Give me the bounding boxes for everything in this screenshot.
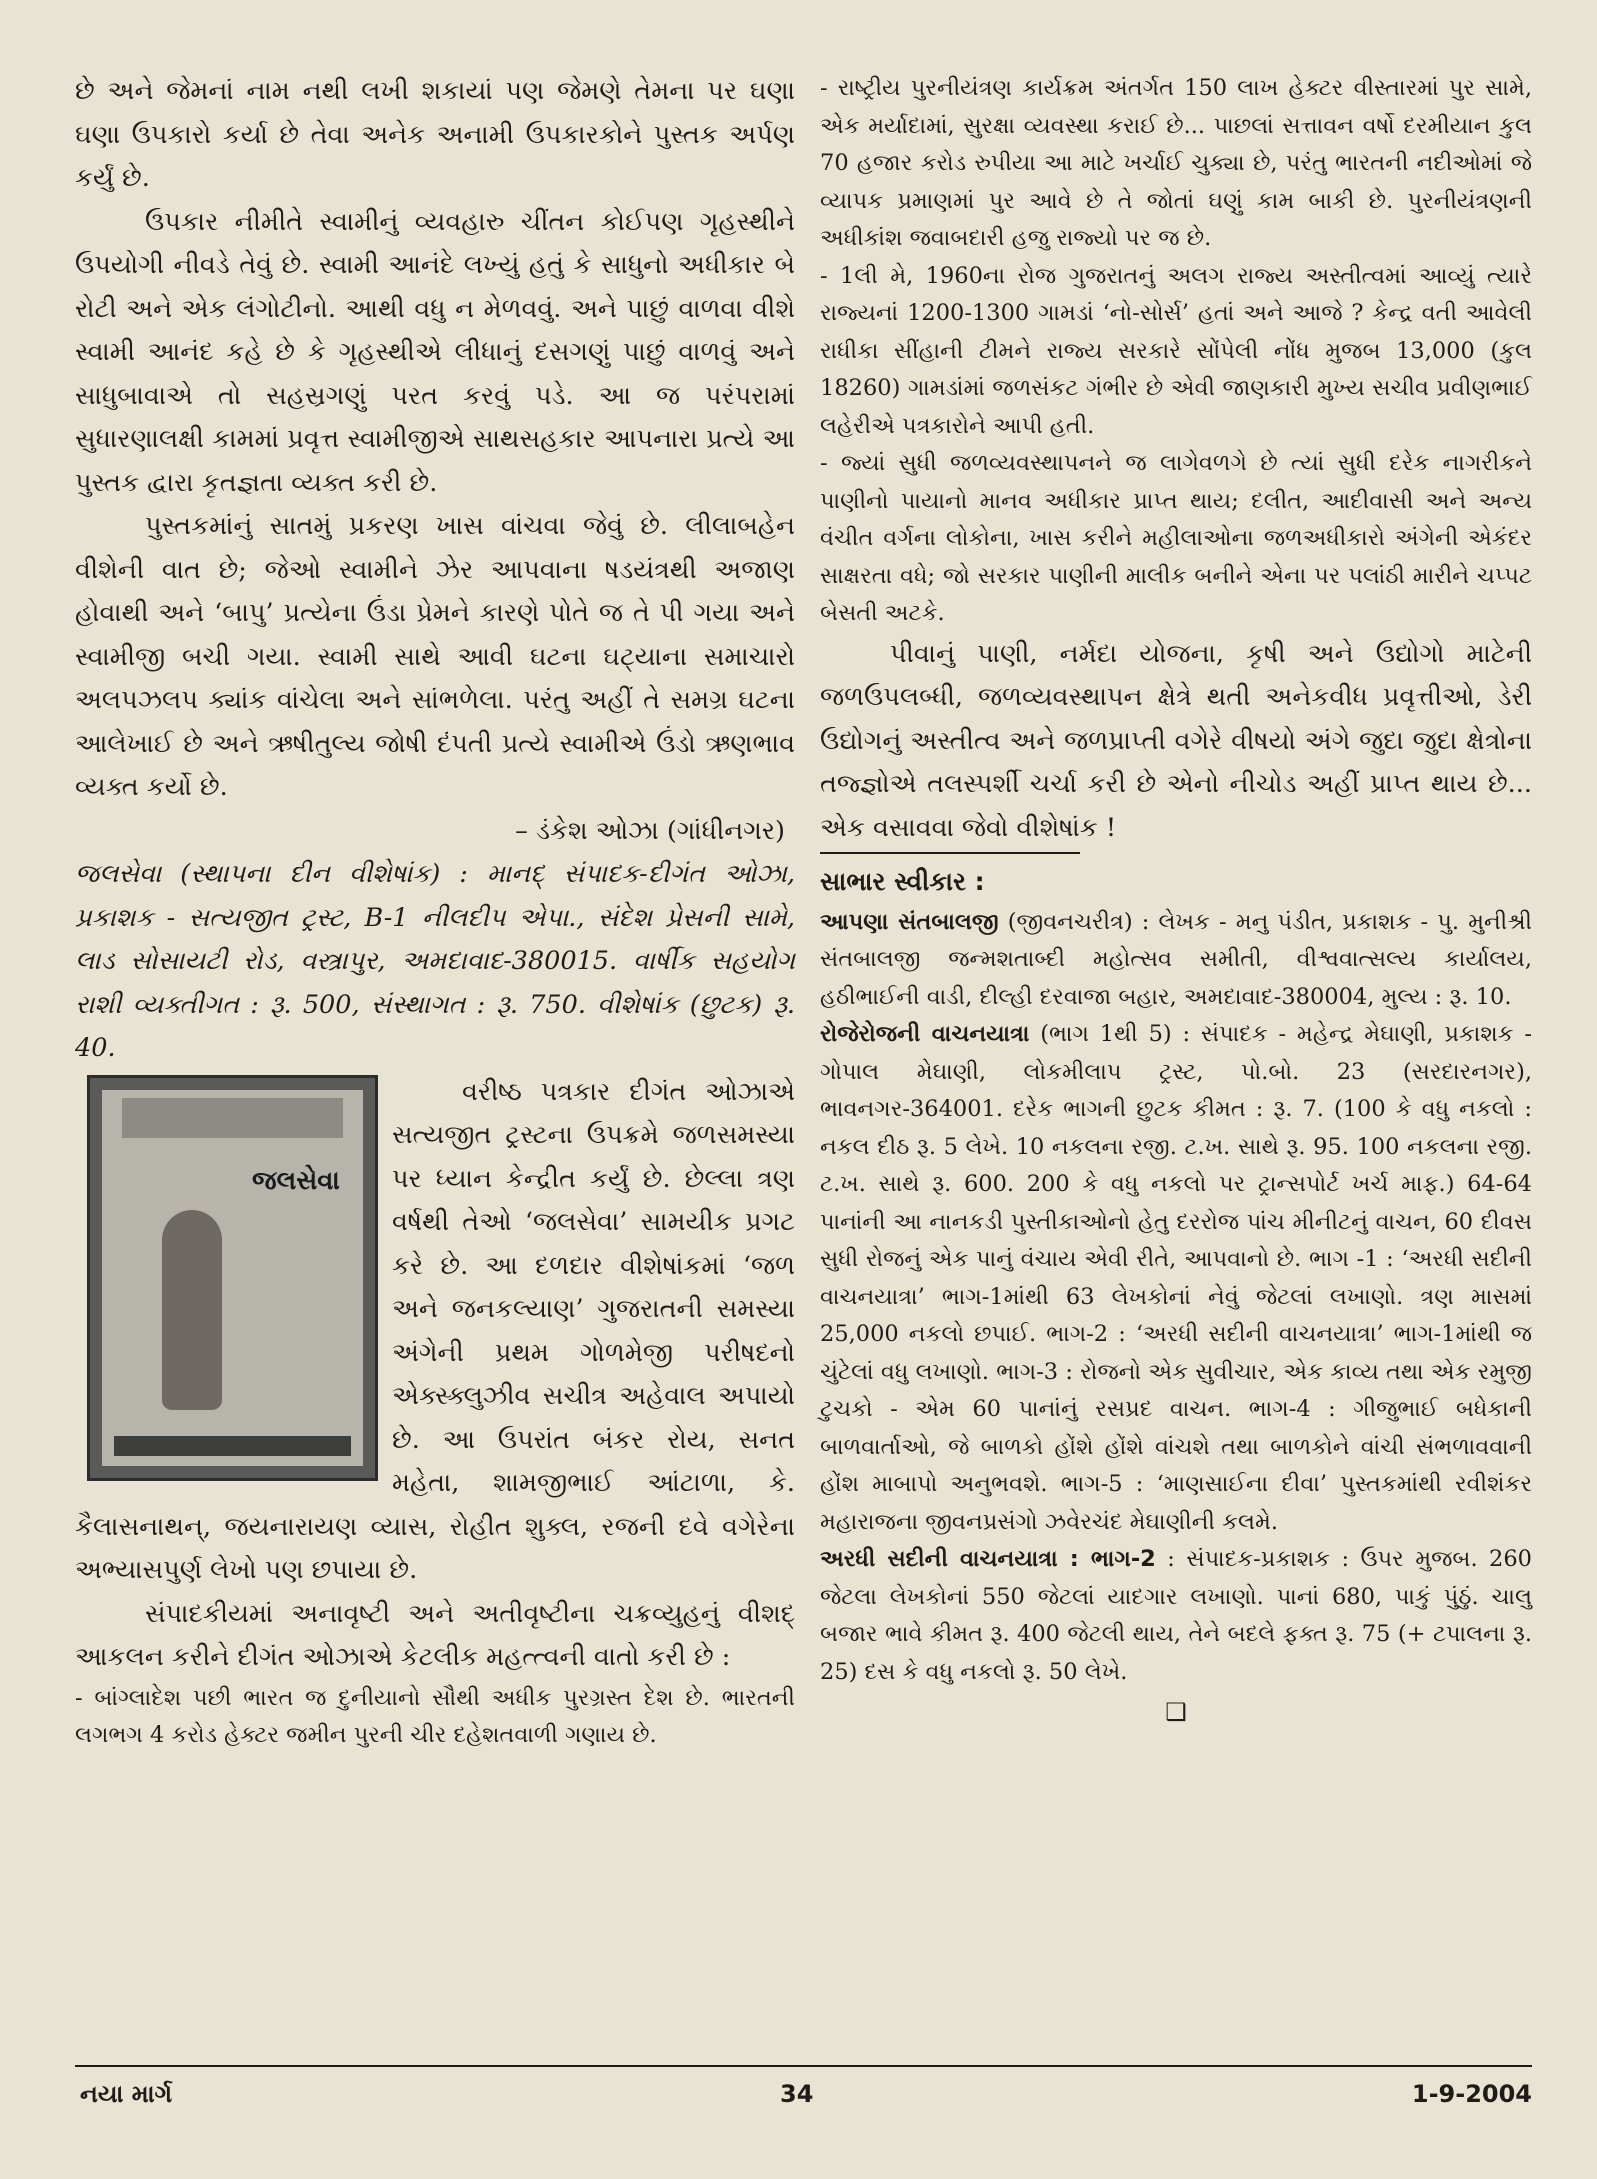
right-column bbox=[820, 70, 1532, 1727]
bullet-point: - બાંગ્લાદેશ પછી ભારત જ દુનીયાનો સૌથી અધીક પુરગ્રસ્ત દેશ છે. ભારતની લગભગ 4 કરોડ હેક્ટર જમીન પુરની ચીર દહેશતવાળી ગણાય છે. bbox=[75, 1684, 795, 1748]
acknowledgement-heading: સાભાર સ્વીકાર : bbox=[820, 867, 985, 896]
book-reference: જલસેવા (સ્થાપના દીન વીશેષાંક) : માનદ્ સંપાદક-દીગંત ઓઝા, પ્રકાશક - સત્યજીત ટ્રસ્ટ, B-1 નીલદીપ એપા., સંદેશ પ્રેસની સામે, લાડ સોસાયટી રોડ, વસ્ત્રાપુર, અમદાવાદ-380015. વાર્ષીક સહયોગ રાશી વ્યક્તીગત : રૂ. 500, સંસ્થાગત : રૂ. 750. વીશેષાંક (છુટક) રૂ. 40. bbox=[75, 859, 795, 1063]
entry-title: રોજેરોજની વાચનયાત્રા bbox=[820, 1021, 1030, 1047]
section-divider bbox=[820, 852, 1080, 854]
end-mark-icon: ❑ bbox=[1165, 1698, 1187, 1726]
acknowledgement-entry bbox=[820, 1541, 1532, 1691]
issue-date: 1-9-2004 bbox=[1411, 2080, 1532, 2108]
entry-title: આપણા સંતબાલજી bbox=[820, 908, 999, 935]
footer-divider bbox=[75, 2065, 1532, 2067]
left-column bbox=[75, 70, 795, 1755]
book-cover-image bbox=[87, 1075, 378, 1481]
author-signature: – ડંકેશ ઓઝા (ગાંધીનગર) bbox=[515, 815, 785, 846]
entry-text: (જીવનચરીત્ર) : લેખક - મનુ પંડીત, પ્રકાશક - પુ. મુનીશ્રી સંતબાલજી જન્મશતાબ્દી મહોત્સવ સમીતી, વીશ્વવાત્સલ્ય કાર્યાલય, હઠીભાઈની વાડી, દીલ્હી દરવાજા બહાર, અમદાવાદ-380004, મુલ્ય : રૂ. 10. bbox=[820, 908, 1532, 1010]
acknowledgement-entry bbox=[820, 904, 1532, 1017]
page-number: 34 bbox=[780, 2080, 814, 2108]
paragraph: વરીષ્ઠ પત્રકાર દીગંત ઓઝાએ સત્યજીત ટ્રસ્ટના ઉપક્રમે જળસમસ્યા પર ધ્યાન કેન્દ્રીત કર્યું છે. છેલ્લા ત્રણ વર્ષથી તેઓ ‘જલસેવા’ સામયીક પ્રગટ કરે છે. આ દળદાર વીશેષાંકમાં ‘જળ અને જનકલ્યાણ’ ગુજરાતની સમસ્યા અંગેની પ્રથમ ગોળમેજી પરીષદનો એક્સ્ક્લુઝીવ સચીત્ર અહેવાલ અપાયો છે. આ ઉપરાંત બંકર રોય, સનત મહેતા, શામજીભાઈ આંટાળા, કે. કૈલાસનાથન્, જયનારાયણ વ્યાસ, રોહીત શુક્લ, રજની દવે વગેરેના અભ્યાસપુર્ણ લેખો પણ છપાયા છે. bbox=[75, 1076, 795, 1585]
acknowledgement-entry bbox=[820, 1016, 1532, 1541]
cover-title: જલસેવા bbox=[252, 1165, 340, 1196]
entry-text: : સંપાદક-પ્રકાશક : ઉપર મુજબ. 260 જેટલા લેખકોનાં 550 જેટલાં યાદગાર લખાણો. પાનાં 680, પાકું પુંઠું. ચાલુ બજાર ભાવે કીમત રૂ. 400 જેટલી થાય, તેને બદલે ફક્ત રૂ. 75 (+ ટપાલના રૂ. 25) દસ કે વધુ નકલો રૂ. 50 લેખે. bbox=[820, 1546, 1533, 1685]
paragraph: પુસ્તકમાંનું સાતમું પ્રકરણ ખાસ વાંચવા જેવું છે. લીલાબહેન વીશેની વાત છે; જેઓ સ્વામીને ઝેર આપવાના ષડયંત્રથી અજાણ હોવાથી અને ‘બાપુ’ પ્રત્યેના ઉંડા પ્રેમને કારણે પોતે જ તે પી ગયા અને સ્વામીજી બચી ગયા. સ્વામી સાથે આવી ઘટના ઘટ્યાના સમાચારો અલપઝલપ ક્યાંક વાંચેલા અને સાંભળેલા. પરંતુ અહીં તે સમગ્ર ઘટના આલેખાઈ છે અને ઋષીતુલ્ય જોષી દંપતી પ્રત્યે સ્વામીએ ઉંડો ઋણભાવ વ્યક્ત કર્યો છે. bbox=[75, 511, 795, 802]
paragraph: સંપાદકીયમાં અનાવૃષ્ટી અને અતીવૃષ્ટીના ચક્રવ્યુહનું વીશદ્ આકલન કરીને દીગંત ઓઝાએ કેટલીક મહત્ત્વની વાતો કરી છે : bbox=[75, 1598, 795, 1672]
paragraph: પીવાનું પાણી, નર્મદા યોજના, કૃષી અને ઉદ્યોગો માટેની જળઉપલબ્ધી, જળવ્યવસ્થાપન ક્ષેત્રે થતી અનેકવીધ પ્રવૃત્તીઓ, ડેરી ઉદ્યોગનું અસ્તીત્વ અને જળપ્રાપ્તી વગેરે વીષયો અંગે જુદા જુદા ક્ષેત્રોના તજ્જ્ઞોએ તલસ્પર્શી ચર્ચા કરી છે એનો નીચોડ અહીં પ્રાપ્ત થાય છે... એક વસાવવા જેવો વીશેષાંક ! bbox=[820, 638, 1532, 843]
bullet-point: - જ્યાં સુધી જળવ્યવસ્થાપનને જ લાગેવળગે છે ત્યાં સુધી દરેક નાગરીકને પાણીનો પાયાનો માનવ અધીકાર પ્રાપ્ત થાય; દલીત, આદીવાસી અને અન્ય વંચીત વર્ગના લોકોના, ખાસ કરીને મહીલાઓના જળઅધીકારો અંગેની એકંદર સાક્ષરતા વધે; જો સરકાર પાણીની માલીક બનીને એના પર પલાંઠી મારીને ચપ્પટ બેસતી અટકે. bbox=[820, 450, 1532, 626]
paragraph: ઉપકાર નીમીતે સ્વામીનું વ્યવહારુ ચીંતન કોઈપણ ગૃહસ્થીને ઉપયોગી નીવડે તેવું છે. સ્વામી આનંદે લખ્યું હતું કે સાધુનો અધીકાર બે રોટી અને એક લંગોટીનો. આથી વધુ ન મેળવવું. અને પાછું વાળવા વીશે સ્વામી આનંદ કહે છે કે ગૃહસ્થીએ લીધાનું દસગણું પાછું વાળવું અને સાધુબાવાએ તો સહસ્રગણું પરત કરવું પડે. આ જ પરંપરામાં સુધારણાલક્ષી કામમાં પ્રવૃત્ત સ્વામીજીએ સાથસહકાર આપનારા પ્રત્યે આ પુસ્તક દ્વારા કૃતજ્ઞતા વ્યક્ત કરી છે. bbox=[75, 206, 795, 498]
entry-title: અરધી સદીની વાચનયાત્રા : ભાગ-2 bbox=[820, 1546, 1156, 1572]
entry-text: (ભાગ 1થી 5) : સંપાદક - મહેન્દ્ર મેઘાણી, પ્રકાશક - ગોપાલ મેઘાણી, લોકમીલાપ ટ્રસ્ટ, પો.બો. 23 (સરદારનગર), ભાવનગર-364001. દરેક ભાગની છુટક કીમત : રૂ. 7. (100 કે વધુ નકલો : નકલ દીઠ રૂ. 5 લેખે. 10 નકલના રજી. ટ.ખ. સાથે રૂ. 95. 100 નકલના રજી. ટ.ખ. સાથે રૂ. 600. 200 કે વધુ નકલો પર ટ્રાન્સપોર્ટ ખર્ચ માફ.) 64-64 પાનાંની આ નાનકડી પુસ્તીકાઓનો હેતુ દરરોજ પાંચ મીનીટનું વાચન, 60 દીવસ સુધી રોજનું એક પાનું વંચાય એવી રીતે, આપવાનો છે. ભાગ -1 : ‘અરધી સદીની વાચનયાત્રા’ ભાગ-1માંથી 63 લેખકોનાં નેવું જેટલાં લખાણો. ત્રણ માસમાં 25,000 નકલો છપાઈ. ભાગ-2 : ‘અરધી સદીની વાચનયાત્રા’ ભાગ-1માંથી જ ચુંટેલાં વધુ લખાણો. ભાગ-3 : રોજનો એક સુવીચાર, એક કાવ્ય તથા એક રમુજી ટુચકો - એમ 60 પાનાંનું રસપ્રદ વાચન. ભાગ-4 : ગીજુભાઈ બધેકાની બાળવાર્તાઓ, જે બાળકો હોંશે હોંશે વાંચશે તથા બાળકોને વાંચી સંભળાવવાની હોંશ માબાપો અનુભવશે. ભાગ-5 : ‘માણસાઈના દીવા’ પુસ્તકમાંથી રવીશંકર મહારાજના જીવનપ્રસંગો ઝવેરચંદ મેઘાણીની કલમે. bbox=[820, 1021, 1532, 1535]
bullet-point: - 1લી મે, 1960ના રોજ ગુજરાતનું અલગ રાજ્ય અસ્તીત્વમાં આવ્યું ત્યારે રાજ્યનાં 1200-1300 ગામડાં ‘નો-સોર્સ’ હતાં અને આજે ? કેન્દ્ર વતી આવેલી રાધીકા સીંહાની ટીમને રાજ્ય સરકારે સોંપેલી નોંધ મુજબ 13,000 (કુલ 18260) ગામડાંમાં જળસંકટ ગંભીર છે એવી જાણકારી મુખ્ય સચીવ પ્રવીણભાઈ લહેરીએ પત્રકારોને આપી હતી. bbox=[820, 262, 1532, 439]
paragraph: છે અને જેમનાં નામ નથી લખી શકાયાં પણ જેમણે તેમના પર ઘણા ઘણા ઉપકારો કર્યા છે તેવા અનેક અનામી ઉપકારકોને પુસ્તક અર્પણ કર્યું છે. bbox=[75, 76, 795, 193]
magazine-name: નયા માર્ગ bbox=[80, 2080, 173, 2108]
bullet-point: - રાષ્ટ્રીય પુરનીયંત્રણ કાર્યક્રમ અંતર્ગત 150 લાખ હેક્ટર વીસ્તારમાં પુર સામે, એક મર્યાદામાં, સુરક્ષા વ્યવસ્થા કરાઈ છે... પાછલાં સત્તાવન વર્ષો દરમીયાન કુલ 70 હજાર કરોડ રુપીયા આ માટે ખર્ચાઈ ચુક્યા છે, પરંતુ ભારતની નદીઓમાં જે વ્યાપક પ્રમાણમાં પુર આવે છે તે જોતાં ઘણું કામ બાકી છે. પુરનીયંત્રણની અધીકાંશ જવાબદારી હજુ રાજ્યો પર જ છે. bbox=[820, 75, 1532, 251]
